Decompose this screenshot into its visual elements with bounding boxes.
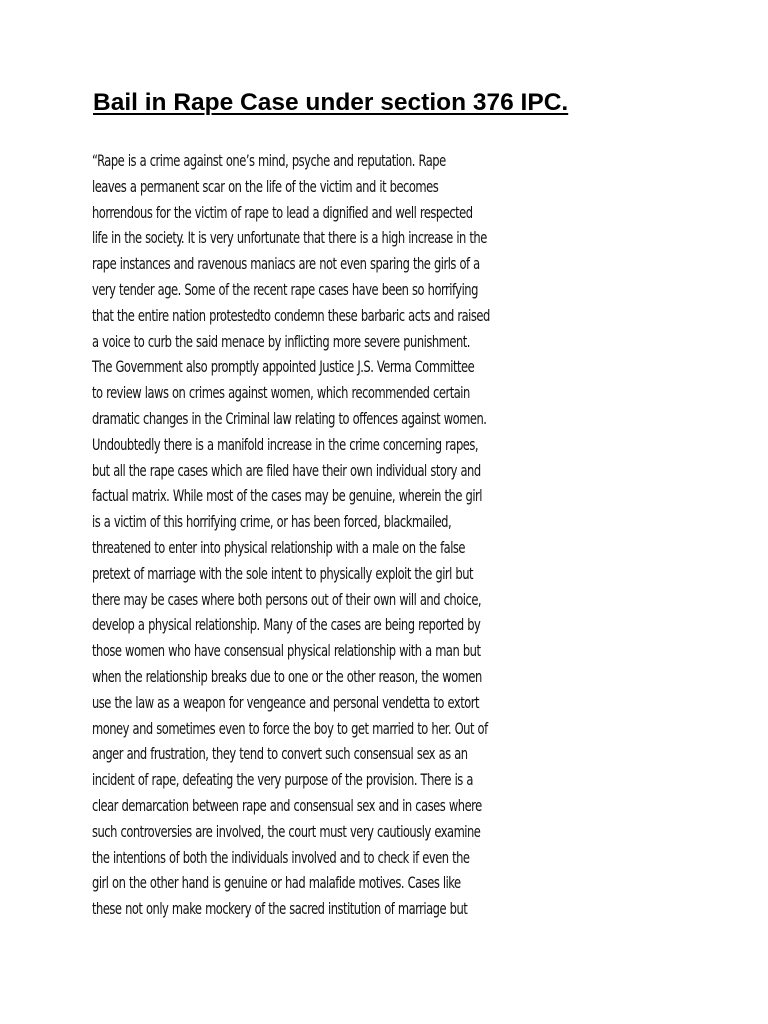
paragraph-line: The Government also promptly appointed Justice J.S. Verma Committee xyxy=(92,358,475,377)
paragraph-line: use the law as a weapon for vengeance and personal vendetta to extort xyxy=(92,693,480,712)
paragraph-line: “Rape is a crime against one’s mind, psyche and reputation. Rape xyxy=(92,152,446,170)
paragraph-line: but all the rape cases which are filed have their own individual story and xyxy=(92,461,481,480)
paragraph-line: pretext of marriage with the sole intent to physically exploit the girl but xyxy=(92,564,474,583)
paragraph-line: factual matrix. While most of the cases may be genuine, wherein the girl xyxy=(92,487,482,506)
paragraph-line: when the relationship breaks due to one or the other reason, the women xyxy=(92,667,482,686)
paragraph-line: the intentions of both the individuals involved and to check if even the xyxy=(92,848,470,867)
paragraph-line: leaves a permanent scar on the life of the victim and it becomes xyxy=(92,177,439,196)
paragraph-line: Undoubtedly there is a manifold increase in the crime concerning rapes, xyxy=(92,435,479,454)
paragraph-line: a voice to curb the said menace by inflicting more severe punishment. xyxy=(92,332,470,351)
paragraph-line: incident of rape, defeating the very purpose of the provision. There is a xyxy=(92,771,473,790)
paragraph-line: those women who have consensual physical relationship with a man but xyxy=(92,642,481,661)
page-title: Bail in Rape Case under section 376 IPC. xyxy=(93,89,569,116)
paragraph-line: girl on the other hand is genuine or had malafide motives. Cases like xyxy=(92,874,461,893)
paragraph-line: is a victim of this horrifying crime, or has been forced, blackmailed, xyxy=(92,513,452,532)
paragraph-line: there may be cases where both persons out of their own will and choice, xyxy=(92,590,482,609)
paragraph-line: money and sometimes even to force the boy to get married to her. Out of xyxy=(92,719,488,738)
paragraph-line: horrendous for the victim of rape to lead a dignified and well respected xyxy=(92,203,473,222)
paragraph-line: develop a physical relationship. Many of the cases are being reported by xyxy=(92,616,481,635)
paragraph-line: such controversies are involved, the court must very cautiously examine xyxy=(92,822,481,841)
body-paragraph xyxy=(92,149,652,923)
paragraph-line: anger and frustration, they tend to convert such consensual sex as an xyxy=(92,745,468,764)
paragraph-line: that the entire nation protestedto condemn these barbaric acts and raised xyxy=(92,306,490,325)
paragraph-line: life in the society. It is very unfortunate that there is a high increase in the xyxy=(92,229,487,248)
paragraph-line: to review laws on crimes against women, which recommended certain xyxy=(92,384,470,403)
paragraph-line: dramatic changes in the Criminal law relating to offences against women. xyxy=(92,409,487,428)
paragraph-line: these not only make mockery of the sacred institution of marriage but xyxy=(92,900,468,919)
paragraph-line: threatened to enter into physical relationship with a male on the false xyxy=(92,538,465,557)
paragraph-line: very tender age. Some of the recent rape cases have been so horrifying xyxy=(92,280,478,299)
paragraph-line: rape instances and ravenous maniacs are not even sparing the girls of a xyxy=(92,255,480,274)
paragraph-line: clear demarcation between rape and consensual sex and in cases where xyxy=(92,796,482,815)
